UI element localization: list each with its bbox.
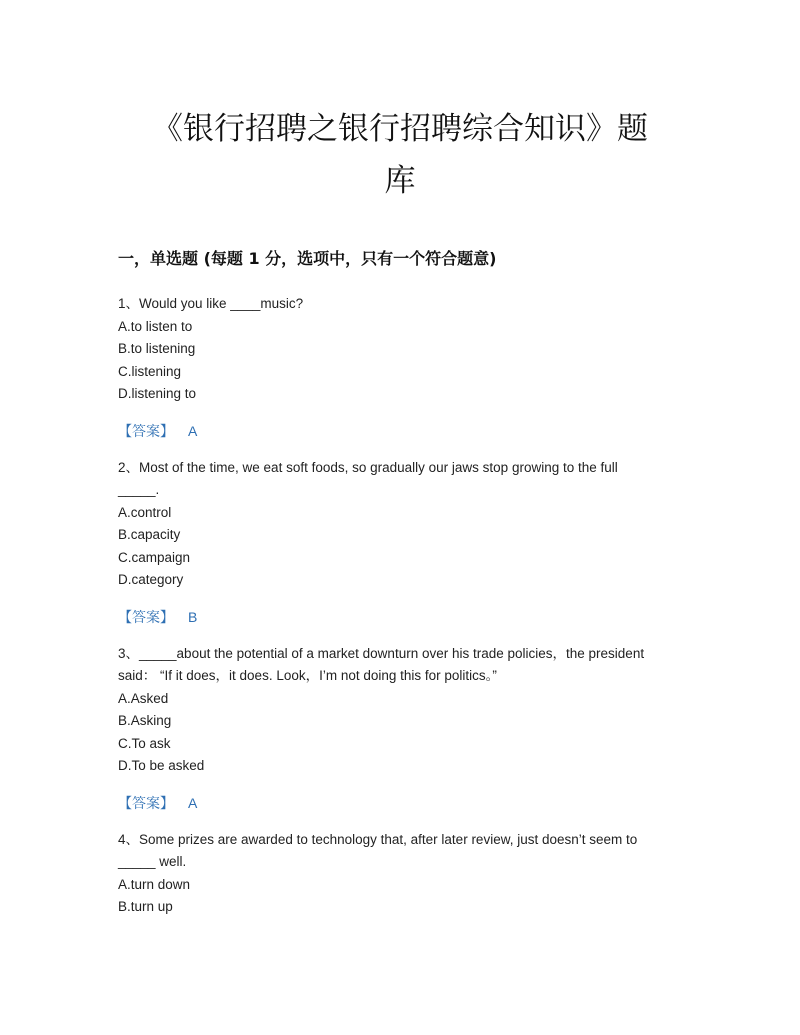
question-stem: 4、Some prizes are awarded to technology that, after later review, just doesn’t seem to	[118, 831, 638, 847]
title-line-1: 《银行招聘之银行招聘综合知识》题	[152, 111, 648, 147]
question-item	[118, 293, 678, 443]
answer-option: C.To ask	[118, 735, 171, 751]
answer-line	[118, 792, 678, 815]
answer-option: B.to listening	[118, 341, 196, 356]
answer-option: A.to listen to	[118, 318, 193, 334]
question-list	[118, 293, 678, 919]
answer-label: 【答案】	[118, 795, 174, 812]
question-stem: 1、Would you like ____music?	[118, 296, 304, 311]
answer-option: B.capacity	[118, 527, 181, 542]
title-line-2: 库	[384, 163, 416, 199]
answer-value: B	[188, 608, 198, 625]
answer-option: B.Asking	[118, 713, 172, 728]
question-stem: _____ well.	[118, 854, 187, 869]
answer-option: D.To be asked	[118, 758, 205, 773]
question-item	[118, 829, 678, 919]
answer-option: A.turn down	[118, 876, 191, 892]
answer-option: B.turn up	[118, 899, 173, 914]
question-stem: 3、_____about the potential of a market downturn over his trade policies，the president	[118, 645, 645, 661]
question-stem: _____.	[118, 482, 160, 497]
answer-label: 【答案】	[118, 423, 174, 440]
section-heading: 一，单选题 (每题 1 分，选项中，只有一个符合题意)	[118, 249, 497, 268]
answer-option: D.listening to	[118, 386, 197, 401]
answer-value: A	[188, 794, 198, 811]
answer-option: C.campaign	[118, 549, 191, 565]
answer-option: D.category	[118, 572, 184, 587]
question-item	[118, 457, 678, 629]
document-title	[120, 103, 680, 207]
answer-option: A.Asked	[118, 690, 169, 706]
answer-label: 【答案】	[118, 609, 174, 626]
answer-line	[118, 606, 678, 629]
answer-option: C.listening	[118, 363, 182, 379]
answer-option: A.control	[118, 504, 172, 520]
answer-line	[118, 420, 678, 443]
answer-value: A	[188, 422, 198, 439]
question-item	[118, 643, 678, 815]
question-stem: said： “If it does，it does. Look，I’m not doing this for politics。”	[118, 668, 497, 683]
question-stem: 2、Most of the time, we eat soft foods, so gradually our jaws stop growing to the full	[118, 459, 618, 475]
